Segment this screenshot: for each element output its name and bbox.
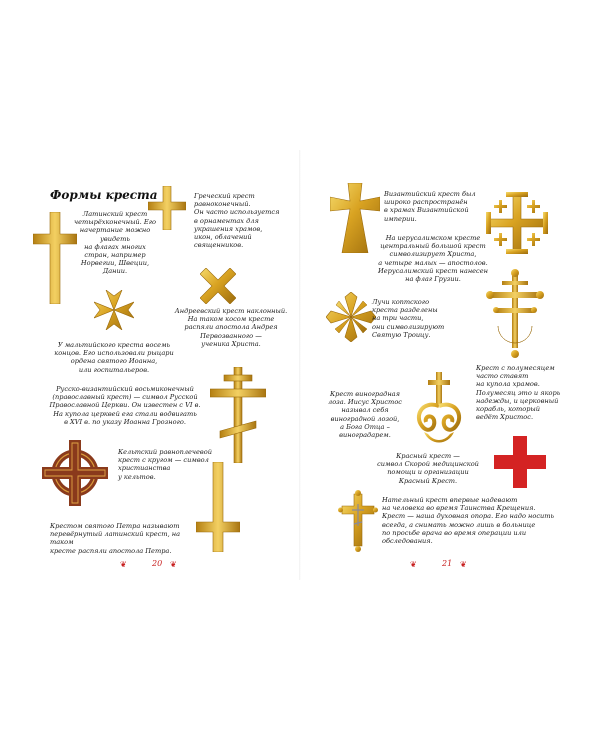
maltese-cross-text: У мальтийского креста восемь концов. Его использовали рыцари ордена святого Иоанна, или госпитальеров. [54, 341, 174, 374]
page-number-left: 20 [152, 559, 163, 568]
page-gutter [299, 150, 301, 580]
latin-cross-text: Латинский крест четырёхконечный. Его начертание можно увидеть на флагах многих стран, например Норвегии, Швеции, Дании. [74, 210, 156, 276]
crescent-cross-text: Крест с полумесяцем часто ставят на купола храмов. Полумесяц это и якорь надежды, и церковный корабль, который ведёт Христос. [476, 364, 561, 422]
latin-cross-icon [33, 212, 77, 304]
peter-cross-text: Крестом святого Петра называют перевёрнутый латинский крест, на таком кресте распяли апостола Петра. [50, 522, 181, 555]
jerusalem-cross-icon [486, 192, 548, 254]
vine-cross-icon [412, 372, 466, 446]
greek-cross-text: Греческий крест равноконечный. Он часто используется в орнаментах для украшения храмов, икон, облачений священников. [194, 192, 280, 250]
crescent-cross-icon [484, 268, 546, 360]
page-title: Формы креста [50, 188, 158, 202]
celtic-cross-icon [42, 440, 108, 506]
coptic-cross-icon [326, 292, 376, 342]
andrew-cross-text: Андреевский крест наклонный. На таком косом кресте распяли апостола Андрея Первозванного — ученика Христа. [174, 307, 288, 348]
pectoral-cross-icon [338, 490, 378, 552]
coptic-cross-text: Лучи коптского креста разделены на три части, они символизируют Святую Троицу. [372, 298, 445, 339]
maltese-cross-icon [94, 290, 134, 330]
page-number-right: 21 [442, 559, 453, 568]
saint-andrew-cross-icon [200, 268, 236, 304]
ornament-left: ❦ [120, 560, 126, 569]
red-cross-icon [494, 436, 546, 488]
saint-peter-cross-icon [196, 462, 240, 552]
ornament-left-2: ❦ [170, 560, 176, 569]
greek-cross-icon [148, 186, 186, 230]
ornament-right-2: ❦ [460, 560, 466, 569]
jerusalem-cross-text: На иерусалимском кресте центральный большой крест символизирует Христа, а четыре малых — апостолов. Иерусалимский крест нанесен на флаг Грузии. [377, 234, 488, 284]
pectoral-cross-text: Нательный крест впервые надевают на человека во время Таинства Крещения. Крест — наша духовная опора. Его надо носить всегда, а снимать можно лишь в больнице по просьбе врача во время операции или обследования. [382, 496, 555, 546]
vine-cross-text: Крест виноградная лоза. Иисус Христос называл себя виноградной лозой, а Бога Отца – виноградарем. [328, 390, 402, 440]
byzantine-cross-text: Византийский крест был широко распространён в храмах Византийской империи. [384, 190, 476, 223]
orthodox-cross-text: Русско-византийский восьмиконечный (православный крест) — символ Русской Православной Церкви. Он известен с VI в. На купола церквей ега стали водвигать в XVI в. по указу Иоанна Грозного. [49, 385, 201, 426]
ornament-right: ❦ [410, 560, 416, 569]
celtic-cross-text: Кельтский равноплечевой крест с кругом — символ христианства у кельтов. [118, 448, 212, 481]
red-cross-text: Красный крест — символ Скорой медицинской помощи и организации Красный Крест. [377, 452, 479, 485]
